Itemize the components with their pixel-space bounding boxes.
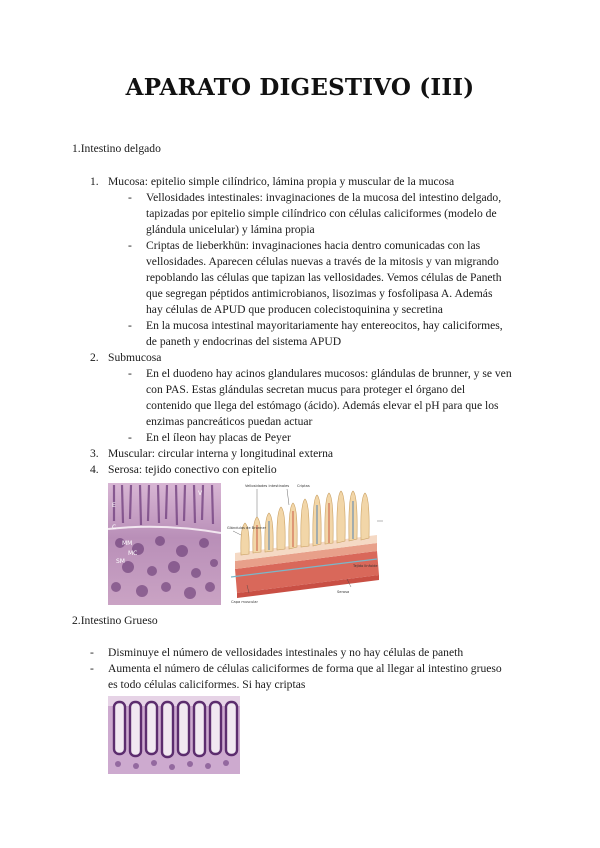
subitem-line: Disminuye el número de vellosidades intestinales y no hay células de paneth — [108, 646, 464, 659]
subitem-line: contenido que llega del estómago (ácido). Además elevar el pH para que los — [146, 399, 499, 412]
subitem-line: enzimas pancreáticos puedan actuar — [146, 415, 313, 428]
list-item-submucosa: Submucosa — [108, 351, 162, 364]
subitem-line: Vellosidades intestinales: invaginaciones de la mucosa del intestino delgado, — [146, 191, 502, 204]
histology-micrograph-small-intestine — [108, 483, 221, 605]
figure-label: E — [112, 502, 116, 509]
figure-label: MC — [128, 550, 138, 557]
bullet-dash: - — [128, 239, 132, 252]
subitem-line: Criptas de lieberkhün: invaginaciones hacia dentro comunicadas con las — [146, 239, 481, 252]
bullet-dash: - — [128, 191, 132, 204]
figure-label: C — [112, 524, 117, 531]
diagram-label: Vellosidades intestinales — [245, 484, 290, 488]
subitem-line: tapizadas por epitelio simple cilíndrico con células caliciformes (modelo de — [146, 207, 497, 220]
bullet-dash: - — [128, 367, 132, 380]
intestinal-wall-diagram — [227, 481, 387, 606]
list-item-serosa: Serosa: tejido conectivo con epitelio — [108, 463, 277, 476]
list-item-muscular: Muscular: circular interna y longitudinal externa — [108, 447, 334, 460]
list-number: 1. — [90, 175, 99, 188]
subitem-line: Aumenta el número de células caliciformes de forma que al llegar al intestino grueso — [108, 662, 502, 675]
bullet-dash: - — [90, 646, 94, 659]
subitem-line: hay células de APUD que producen colecistoquinina y secretina — [146, 303, 443, 316]
list-number: 2. — [90, 351, 99, 364]
subitem-line: vellosidades. Aparecen células nuevas a través de la mitosis y van migrando — [146, 255, 499, 268]
bullet-dash: - — [128, 319, 132, 332]
diagram-label: Glándulas de Brunner — [227, 526, 267, 530]
subitem-line: que segregan péptidos antimicrobianos, lisozimas y fosfolipasa A. Además — [146, 287, 493, 300]
subitem-line: es todo células caliciformes. Si hay criptas — [108, 678, 306, 691]
subitem-line: En el duodeno hay acinos glandulares mucosos: glándulas de brunner, y se ven — [146, 367, 512, 380]
page-title: APARATO DIGESTIVO (III) — [125, 74, 475, 101]
diagram-label: Serosa — [337, 590, 350, 594]
subitem-line: con PAS. Estas glándulas secretan mucus para proteger el órgano del — [146, 383, 466, 396]
section-heading-intestino-delgado: 1.Intestino delgado — [72, 142, 161, 155]
bullet-dash: - — [90, 662, 94, 675]
colon-crypts-micrograph — [108, 696, 240, 774]
list-number: 4. — [90, 463, 99, 476]
list-item-mucosa: Mucosa: epitelio simple cilíndrico, lámina propia y muscular de la mucosa — [108, 175, 455, 188]
subitem-line: glándula unicelular) y lámina propia — [146, 223, 315, 236]
subitem-line: de paneth y endocrinas del sistema APUD — [146, 335, 342, 348]
section-heading-intestino-grueso: 2.Intestino Grueso — [72, 614, 158, 627]
figure-label: MM — [122, 540, 133, 547]
bullet-dash: - — [128, 431, 132, 444]
diagram-label: Criptas — [297, 484, 310, 488]
diagram-label: Tejido linfoide — [353, 564, 378, 568]
figure-label: SM — [116, 558, 125, 565]
figure-label: V — [198, 490, 203, 497]
list-number: 3. — [90, 447, 99, 460]
subitem-line: repoblando las células que tapizan las vellosidades. Vemos células de Paneth — [146, 271, 502, 284]
subitem-line: En la mucosa intestinal mayoritariamente hay entereocitos, hay caliciformes, — [146, 319, 503, 332]
diagram-label: Capa muscular — [231, 600, 258, 604]
subitem-line: En el íleon hay placas de Peyer — [146, 431, 291, 444]
